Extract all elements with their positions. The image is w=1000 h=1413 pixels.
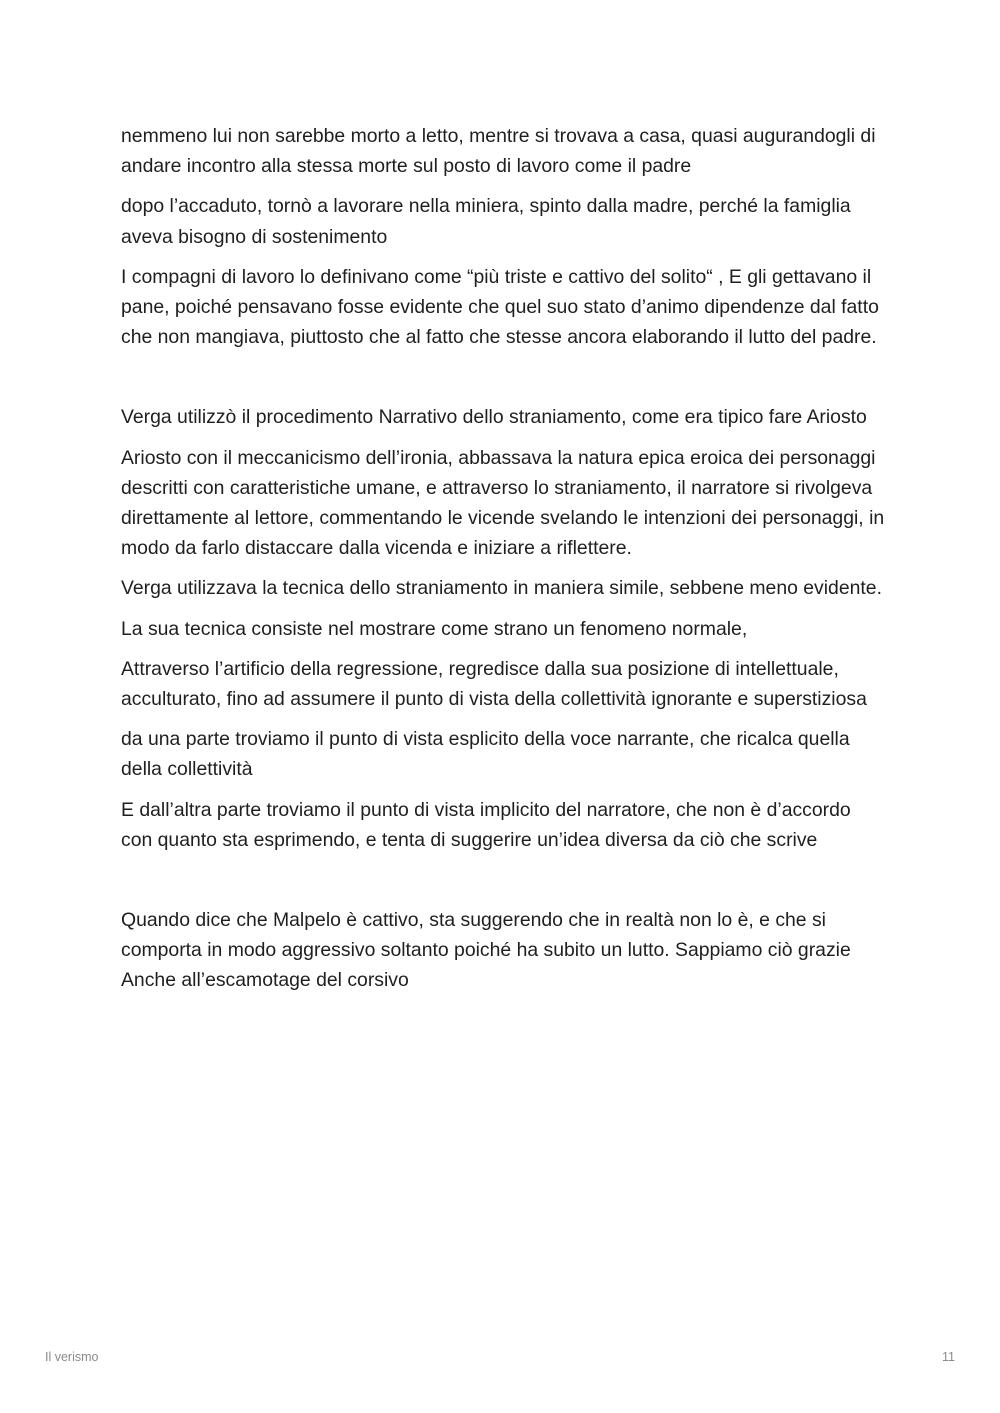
paragraph: La sua tecnica consiste nel mostrare come strano un fenomeno normale, bbox=[121, 617, 748, 640]
blank-line bbox=[121, 362, 886, 402]
footer-page-number: 11 bbox=[942, 1350, 955, 1364]
paragraph: Ariosto con il meccanicismo dell’ironia, abbassava la natura epica eroica dei personaggi descritti con caratteristiche umane, e attraverso lo straniamento, il narratore si rivolgeva direttamente al lettore, commentando le vicende svelando le intenzioni dei personaggi, in modo da farlo distaccare dalla vicenda e iniziare a riflettere. bbox=[121, 446, 885, 560]
paragraph: da una parte troviamo il punto di vista esplicito della voce narrante, che ricalca quella della collettività bbox=[121, 728, 850, 781]
paragraph: Attraverso l’artificio della regressione, regredisce dalla sua posizione di intellettuale, acculturato, fino ad assumere il punto di vista della collettività ignorante e superstiziosa bbox=[121, 657, 867, 711]
paragraph: Verga utilizzava la tecnica dello straniamento in maniera simile, sebbene meno evidente. bbox=[121, 577, 882, 600]
paragraph: Quando dice che Malpelo è cattivo, sta suggerendo che in realtà non lo è, e che si comporta in modo aggressivo soltanto poiché ha subito un lutto. Sappiamo ciò grazie Anche all’escamotage del corsivo bbox=[121, 909, 851, 992]
paragraph: E dall’altra parte troviamo il punto di vista implicito del narratore, che non è d’accordo con quanto sta esprimendo, e tenta di suggerire un’idea diversa da ciò che scrive bbox=[121, 798, 851, 851]
paragraph: Verga utilizzò il procedimento Narrativo dello straniamento, come era tipico fare Ariosto bbox=[121, 406, 867, 429]
page-body bbox=[121, 121, 886, 1006]
paragraph: dopo l’accaduto, tornò a lavorare nella miniera, spinto dalla madre, perché la famiglia aveva bisogno di sostenimento bbox=[121, 195, 851, 248]
paragraph: nemmeno lui non sarebbe morto a letto, mentre si trovava a casa, quasi augurandogli di andare incontro alla stessa morte sul posto di lavoro come il padre bbox=[121, 125, 876, 178]
blank-line bbox=[121, 865, 886, 905]
paragraph: I compagni di lavoro lo definivano come “più triste e cattivo del solito“ , E gli gettavano il pane, poiché pensavano fosse evidente che quel suo stato d’animo dipendenze dal fatto che non mangiava, piuttosto che al fatto che stesse ancora elaborando il lutto del padre. bbox=[121, 265, 879, 349]
footer-document-title: Il verismo bbox=[45, 1350, 99, 1364]
